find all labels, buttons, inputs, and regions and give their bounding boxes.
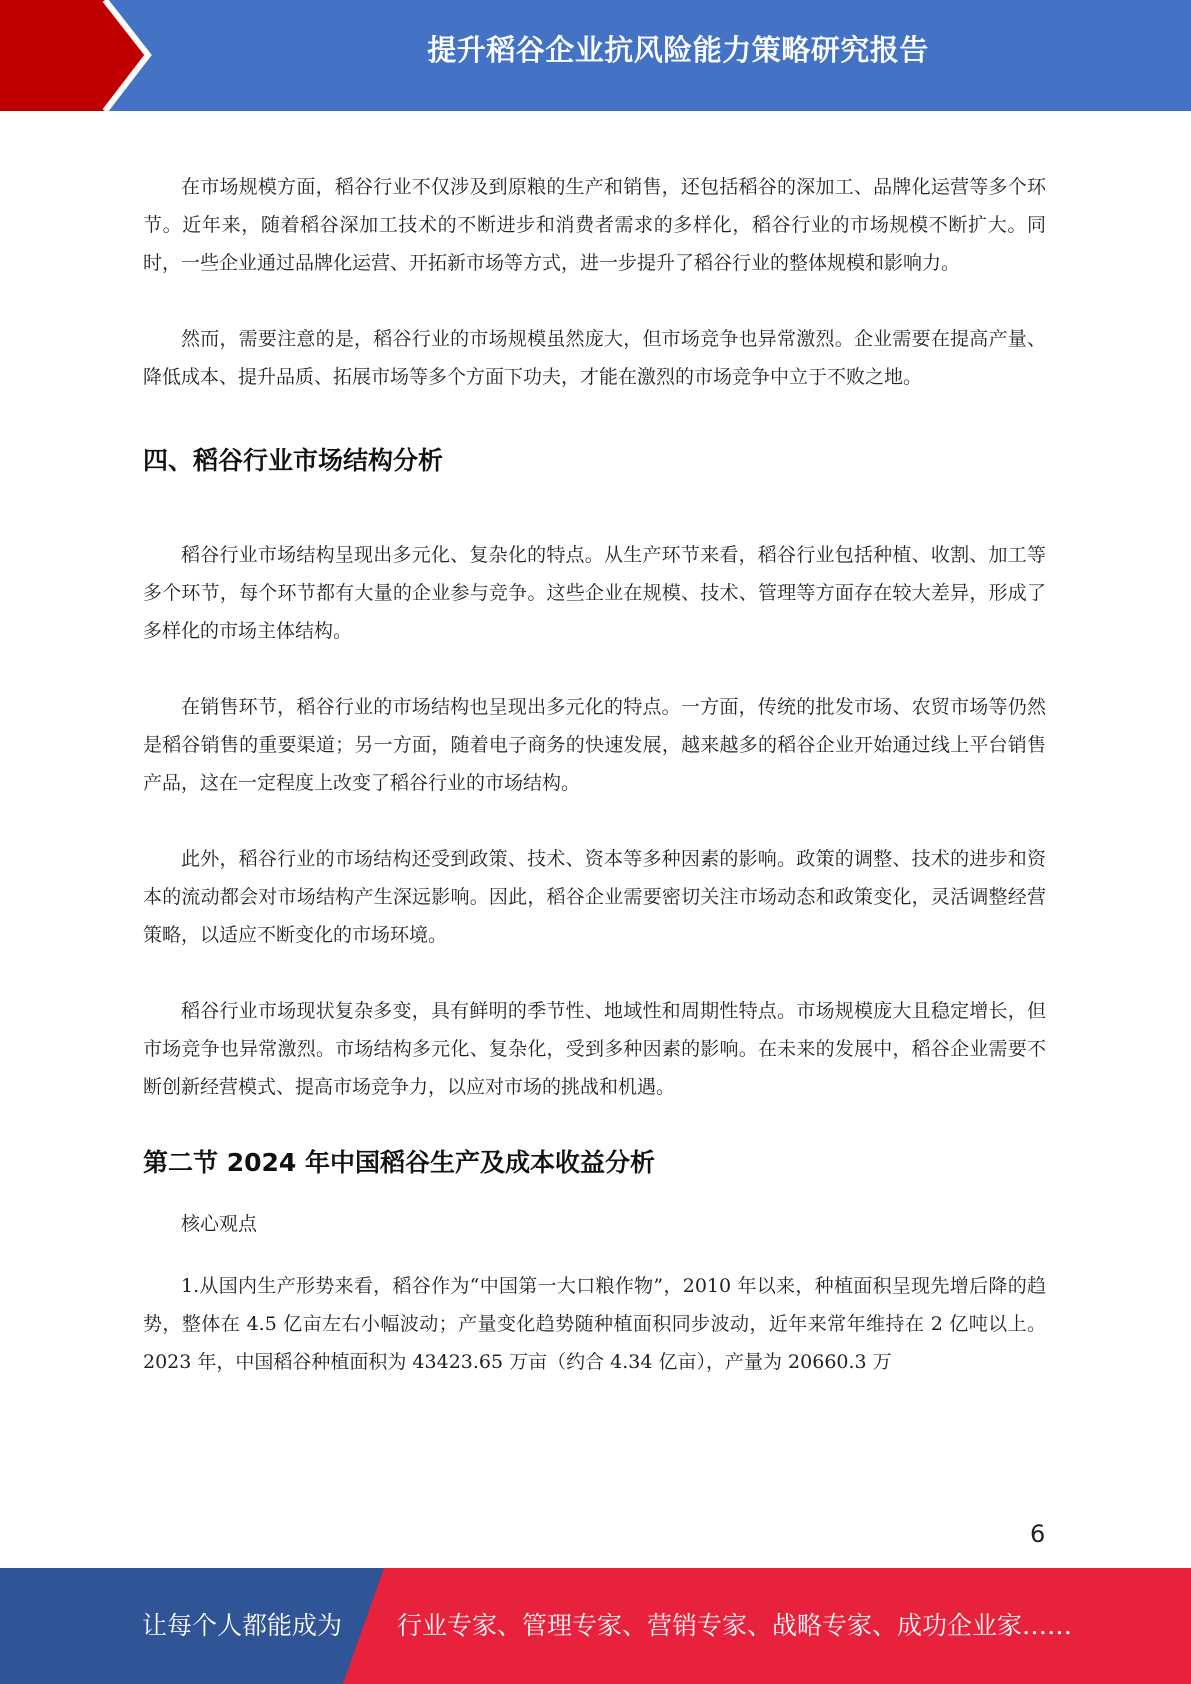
footer-slogan-left: 让每个人都能成为: [142, 1611, 343, 1640]
paragraph: 稻谷行业市场结构呈现出多元化、复杂化的特点。从生产环节来看，稻谷行业包括种植、收割、加工等多个环节，每个环节都有大量的企业参与竞争。这些企业在规模、技术、管理等方面存在较大差异，形成了多样化的市场主体结构。: [143, 544, 1046, 642]
paragraph: 核心观点: [181, 1213, 258, 1235]
paragraph: 在销售环节，稻谷行业的市场结构也呈现出多元化的特点。一方面，传统的批发市场、农贸市场等仍然是稻谷销售的重要渠道；另一方面，随着电子商务的快速发展，越来越多的稻谷企业开始通过线上平台销售产品，这在一定程度上改变了稻谷行业的市场结构。: [143, 696, 1046, 794]
footer-slogan-right: 行业专家、管理专家、营销专家、战略专家、成功企业家……: [397, 1611, 1073, 1640]
paragraph: 此外，稻谷行业的市场结构还受到政策、技术、资本等多种因素的影响。政策的调整、技术的进步和资本的流动都会对市场结构产生深远影响。因此，稻谷企业需要密切关注市场动态和政策变化，灵活调整经营策略，以适应不断变化的市场环境。: [143, 848, 1046, 946]
page-body: [143, 168, 1046, 1381]
page-footer: [0, 1568, 1191, 1684]
paragraph: 稻谷行业市场现状复杂多变，具有鲜明的季节性、地域性和周期性特点。市场规模庞大且稳定增长，但市场竞争也异常激烈。市场结构多元化、复杂化，受到多种因素的影响。在未来的发展中，稻谷企业需要不断创新经营模式、提高市场竞争力，以应对市场的挑战和机遇。: [143, 1000, 1046, 1098]
page-number: 6: [1030, 1520, 1046, 1548]
header-red-chevron: [0, 0, 160, 111]
paragraph: 然而，需要注意的是，稻谷行业的市场规模虽然庞大，但市场竞争也异常激烈。企业需要在提高产量、降低成本、提升品质、拓展市场等多个方面下功夫，才能在激烈的市场竞争中立于不败之地。: [143, 328, 1046, 388]
page-header: [0, 0, 1191, 111]
section-heading: 第二节 2024 年中国稻谷生产及成本收益分析: [143, 1148, 655, 1177]
paragraph: 1.从国内生产形势来看，稻谷作为“中国第一大口粮作物”，2010 年以来，种植面积呈现先增后降的趋势，整体在 4.5 亿亩左右小幅波动；产量变化趋势随种植面积同步波动，近年来常年维持在 2 亿吨以上。2023 年，中国稻谷种植面积为 43423.65 万亩（约合 4.34 亿亩），产量为 20660.3 万: [143, 1275, 1046, 1373]
report-title: 提升稻谷企业抗风险能力策略研究报告: [427, 33, 929, 67]
paragraph: 在市场规模方面，稻谷行业不仅涉及到原粮的生产和销售，还包括稻谷的深加工、品牌化运营等多个环节。近年来，随着稻谷深加工技术的不断进步和消费者需求的多样化，稻谷行业的市场规模不断扩大。同时，一些企业通过品牌化运营、开拓新市场等方式，进一步提升了稻谷行业的整体规模和影响力。: [143, 176, 1046, 274]
section-heading: 四、稻谷行业市场结构分析: [143, 446, 444, 475]
